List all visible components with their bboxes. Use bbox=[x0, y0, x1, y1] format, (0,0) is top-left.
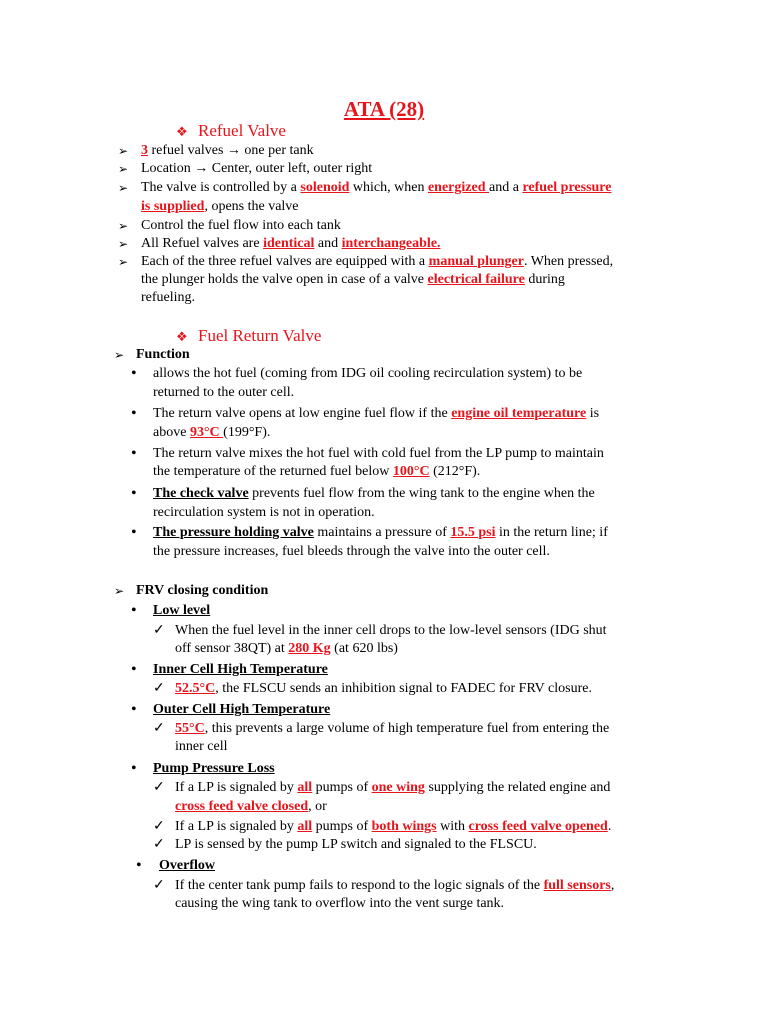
arrow-bullet-icon: ➢ bbox=[114, 348, 125, 362]
arrow-bullet-icon: ➢ bbox=[118, 144, 129, 158]
arrow-bullet-icon: ➢ bbox=[114, 584, 125, 598]
checkmark-icon: ✓ bbox=[153, 681, 165, 696]
section-heading-fuel-return-valve: ❖ Fuel Return Valve bbox=[176, 326, 322, 345]
diamond-bullet-icon: ❖ bbox=[176, 329, 188, 344]
checkmark-icon: ✓ bbox=[153, 819, 165, 834]
bullet-icon: • bbox=[131, 661, 137, 678]
document-page: ATA (28) ❖ Refuel Valve ➢ 3 refuel valves → one per tank ➢ Location → Center, outer left, outer right ➢ The valve is controlled by a solenoid which, when energized and a refuel pressure is supplied, opens the valve ➢ Control the fuel flow into each tank ➢ All Refuel valves are identical and interchangeable. ➢ Each of the three refuel valves are equipped with a manual plunger. When pressed, the plunger holds the valve open in case of a valve electrical failure during refueling. ❖ Fuel Return Valve ➢ Function • allows the hot fuel (coming from IDG oil cooling recirculation system) to be returned to the outer cell. • The return valve opens at low engine fuel flow if the engine oil temperature is above 93°C (199°F). • The return valve mixes the hot fuel with cold fuel from the LP pump to maintain the temperature of the returned fuel below 100°C (212°F). • The check valve prevents fuel flow from the wing tank to the engine when the recirculation system is not in operation. • The pressure holding valve maintains a pressure of 15.5 psi in the return line; if the pressure increases, fuel bleeds through the valve into the outer cell. ➢ FRV closing condition • Low level ✓ When the fuel level in the inner cell drops to the low-level sensors (IDG shut off sensor 38QT) at 280 Kg (at 620 lbs) • Inner Cell High Temperature ✓ 52.5°C, the FLSCU sends an inhibition signal to FADEC for FRV closure. • Outer Cell High Temperature ✓ 55°C, this prevents a large volume of high temperature fuel from entering the inner cell • Pump Pressure Loss ✓ If a LP is signaled by all pumps of one wing supplying the related engine and cross feed valve closed, or ✓ If a LP is signaled by all pumps of both wings with cross feed valve opened. ✓ LP is sensed by the pump LP switch and signaled to the FLSCU. • Overflow ✓ If the center tank pump fails to respond to the logic signals of the full sensors, causing the wing tank to overflow into the vent surge tank. bbox=[0, 0, 768, 1024]
bullet-icon: • bbox=[136, 857, 142, 874]
section-heading-refuel-valve: ❖ Refuel Valve bbox=[176, 121, 286, 140]
arrow-bullet-icon: ➢ bbox=[118, 255, 129, 269]
arrow-bullet-icon: ➢ bbox=[118, 219, 129, 233]
checkmark-icon: ✓ bbox=[153, 837, 165, 852]
bullet-icon: • bbox=[131, 445, 137, 462]
diamond-bullet-icon: ❖ bbox=[176, 124, 188, 139]
bullet-icon: • bbox=[131, 701, 137, 718]
checkmark-icon: ✓ bbox=[153, 780, 165, 795]
checkmark-icon: ✓ bbox=[153, 623, 165, 638]
checkmark-icon: ✓ bbox=[153, 721, 165, 736]
bullet-icon: • bbox=[131, 760, 137, 777]
bullet-icon: • bbox=[131, 485, 137, 502]
bullet-icon: • bbox=[131, 602, 137, 619]
bullet-icon: • bbox=[131, 524, 137, 541]
bullet-icon: • bbox=[131, 405, 137, 422]
arrow-bullet-icon: ➢ bbox=[118, 181, 129, 195]
page-title: ATA (28) bbox=[343, 97, 425, 121]
arrow-bullet-icon: ➢ bbox=[118, 162, 129, 176]
arrow-bullet-icon: ➢ bbox=[118, 237, 129, 251]
checkmark-icon: ✓ bbox=[153, 878, 165, 893]
bullet-icon: • bbox=[131, 365, 137, 382]
